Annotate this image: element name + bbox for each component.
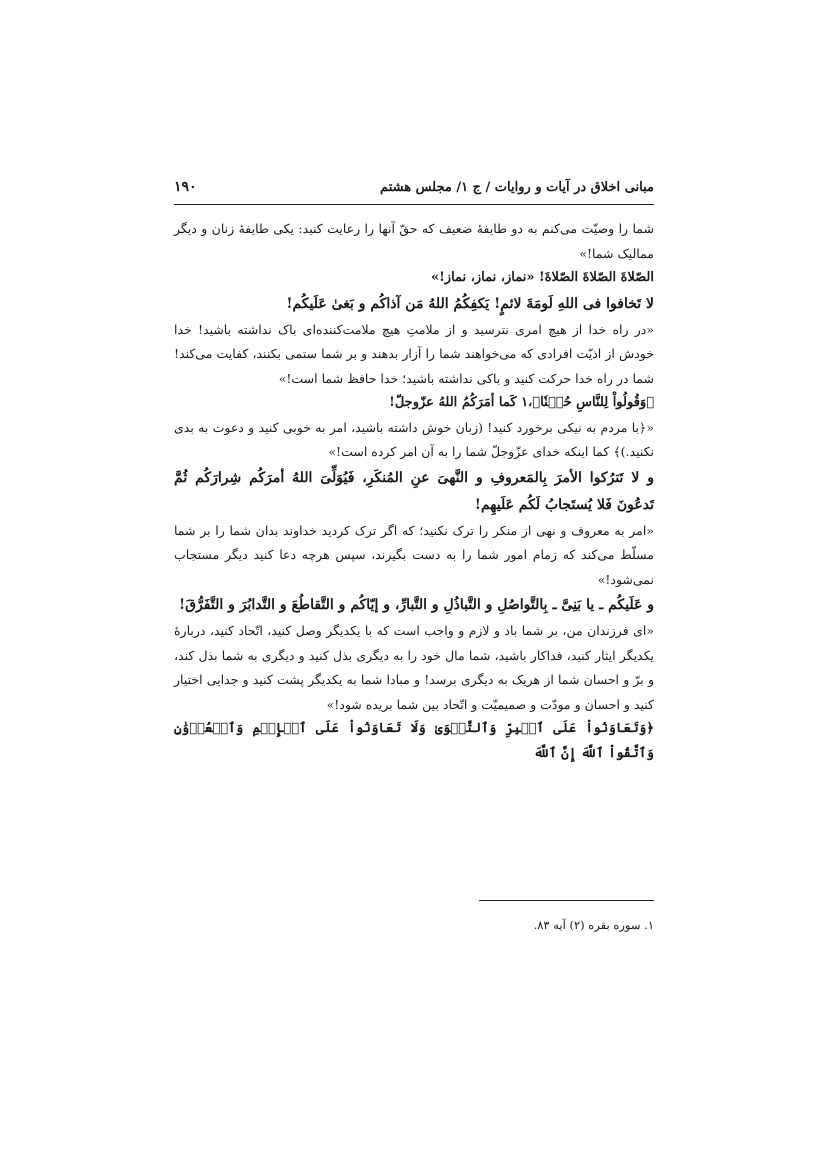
footnote-divider (479, 900, 654, 901)
paragraph-testament-end: شما را وصیّت می‌کنم به دو طایفهٔ ضعیف که حقّ آنها را رعایت کنید: یکی طایفهٔ زنان و دیگر ممالیک شما!» (174, 221, 654, 261)
arabic-quote: و عَلَیکُم ـ یا بَنِیَّ ـ بِالتَّواصُلِ و التَّباذُلِ و التَّبارِّ، و إیّاکُم و التَّقاطُعَ و التَّدابُرَ و التَّفَرُّقَ! (179, 597, 654, 613)
arabic-quote: و لا تَترُکوا الأمرَ بِالمَعروفِ و النَّهیَ عنِ المُنکَرِ، فَیُوَلِّیَ اللهُ أمرَکُم شِرارَکُم ثُمَّ تَدعُونَ فَلا یُستَجابُ لَکُم عَلَیهِم! (174, 469, 654, 513)
translation-paragraph: «امر به معروف و نهی از منکر را ترک نکنید؛ که اگر ترک کردید خداوند بدان شما را بر شما مسلّط می‌کند که زمام امور شما را به دست بگیرند، سپس هرچه دعا کنید دیگر مستجاب نمی‌شود!» (174, 522, 654, 587)
book-page (174, 172, 654, 952)
translation-paragraph: «﴿با مردم به نیکی برخورد کنید! (زبان خوش داشته باشید، امر به خوبی کنید و دعوت به بدی نکنید.)﴾ کما اینکه خدای عزّوجلّ شما را به آن امر کرده است!» (174, 419, 654, 459)
page-number: ۱۹۰ (174, 179, 197, 195)
translation-paragraph: «ای فرزندان من، بر شما باد و لازم و واجب است که با یکدیگر وصل کنید، اتّحاد کنید، دربارهٔ یکدیگر ایثار کنید، فداکار باشید، شما مال خود را به دیگری بذل کنید و دیگری به شما بذل کند، و برّ و احسان شما از هریک به دیگری برسد! و مبادا شما به یکدیگر پشت کنید و جدایی اختیار کنید و احسان و مودّت و صمیمیّت و اتّحاد بین شما بریده شود!» (174, 623, 654, 712)
running-title: مبانی اخلاق در آیات و روایات / ج ۱/ مجلس هشتم (380, 180, 654, 195)
quran-quote: ﴿وَتَعَاوَنُواْ عَلَى ٱلۡبِرِّ وَٱلتَّقۡوَىٰ وَلَا تَعَاوَنُواْ عَلَى ٱلۡإِثۡمِ وَٱلۡعُدۡوَٰنِ وَٱتَّقُواْ ٱللَّهَ إِنَّ ٱللَّهَ (174, 721, 654, 761)
quran-quote: ﴿وَقُولُواْ لِلنَّاسِ حُسۡنٗا﴾،١ کَما أمَرَکُمُ اللهُ عزّوجلّ! (389, 395, 654, 410)
body-text (174, 217, 654, 766)
footnote: ۱. سوره بقره (۲) آیه ۸۳. (533, 918, 654, 932)
prayer-line: الصّلاةَ الصّلاةَ الصّلاةَ! «نماز، نماز، نماز!» (430, 270, 654, 285)
page-header (174, 172, 654, 205)
translation-paragraph: «در راه خدا از هیچ امری نترسید و از ملامتِ هیچ ملامت‌کننده‌ای باک نداشته باشید! خدا خودش از اذیّت افرادی که می‌خواهند شما را آزار بدهند و بر شما ستمی بکنند، کفایت می‌کند! شما در راه خدا حرکت کنید و باکی نداشته باشید؛ خدا حافظ شما است!» (174, 321, 654, 386)
arabic-quote: لا تَخافوا فی اللهِ لَومَةَ لائمٍ! یَکفِکُمُ اللهُ مَن آذاکُم و بَغیٰ عَلَیکُم! (286, 295, 654, 312)
